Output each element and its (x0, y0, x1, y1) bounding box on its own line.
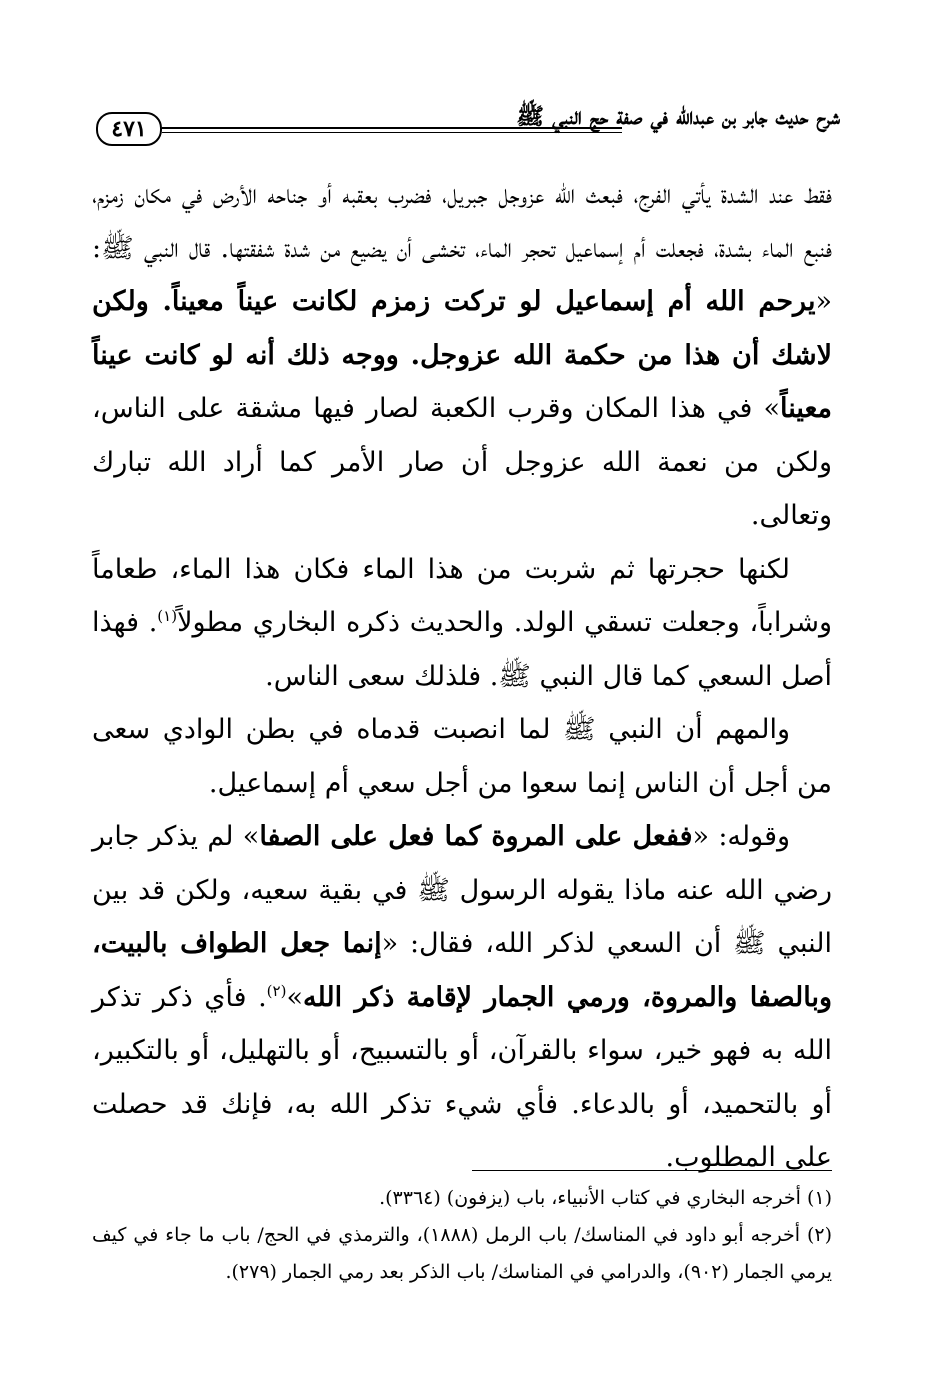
footnote-separator (472, 1170, 832, 1171)
text-run: وقوله: « (692, 821, 791, 852)
page-header (92, 96, 840, 142)
footnotes (92, 1180, 832, 1291)
text-run: . فأي ذكر تذكر الله به فهو خير، سواء بالقرآن، أو بالتسبيح، أو بالتهليل، أو بالتكبير، أو بالتحميد، أو بالدعاء. فأي شيء تذكر الله به، فإنك قد حصلت على المطلوب. (92, 981, 832, 1173)
paragraph (92, 168, 832, 543)
text-run: » لم يذكر جابر رضي الله عنه ماذا يقوله الرسول ﷺ في بقية سعيه، ولكن قد بين النبي ﷺ أن السعي لذكر الله، فقال: « (92, 821, 832, 959)
text-run: » (286, 981, 303, 1013)
hadith-quote: إنما جعل الطواف بالبيت، وبالصفا والمروة، ورمي الجمار لإقامة ذكر الله (92, 928, 832, 1013)
text-run: لكنها حجرتها ثم شربت من هذا الماء فكان هذا الماء، طعاماً وشراباً، وجعلت تسقي الولد. والحديث ذكره البخاري مطولاً (92, 553, 832, 638)
footnote-ref: (٢) (266, 981, 287, 1000)
paragraph (92, 703, 832, 810)
text-run: والمهم أن النبي ﷺ لما انصبت قدماه في بطن الوادي سعى من أجل أن الناس إنما سعوا من أجل سعي أم إسماعيل. (92, 714, 832, 799)
text-run: » في هذا المكان وقرب الكعبة لصار فيها مشقة على الناس، ولكن من نعمة الله عزوجل أن صار الأمر كما أراد الله تبارك وتعالى. (92, 393, 832, 531)
hadith-quote: يرحم الله أم إسماعيل لو تركت زمزم لكانت عيناً معيناً. ولكن لاشك أن هذا من حكمة الله عزوجل. ووجه ذلك أنه لو كانت عيناً معيناً (92, 286, 832, 424)
running-title: شرح حديث جابر بن عبدالله في صفة حج النبي ﷺ (516, 103, 840, 130)
footnote: (١) أخرجه البخاري في كتاب الأنبياء، باب (يزفون) (٣٣٦٤). (379, 1187, 832, 1209)
text-run: فقط عند الشدة يأتي الفرج، فبعث الله عزوجل جبريل، فضرب بعقبه أو جناحه الأرض في مكان زمزم، فنبع الماء بشدة، فجعلت أم إسماعيل تحجر الماء، تخشى أن يضيع من شدة شفقتها. قال النبي ﷺ: « (92, 179, 832, 317)
page-number: ٤٧١ (96, 112, 162, 146)
paragraph (92, 543, 832, 704)
text-run: . فهذا أصل السعي كما قال النبي ﷺ. فلذلك سعى الناس. (92, 607, 832, 692)
hadith-quote: ففعل على المروة كما فعل على الصفا (259, 821, 693, 852)
main-text (92, 168, 832, 1185)
footnote-ref: (١) (157, 607, 178, 625)
footnote: (٢) أخرجه أبو داود في المناسك/ باب الرمل (١٨٨٨)، والترمذي في الحج/ باب ما جاء في كيف يرمي الجمار (٩٠٢)، والدرامي في المناسك/ باب الذكر بعد رمي الجمار (٢٧٩). (92, 1224, 832, 1283)
paragraph (92, 810, 832, 1185)
